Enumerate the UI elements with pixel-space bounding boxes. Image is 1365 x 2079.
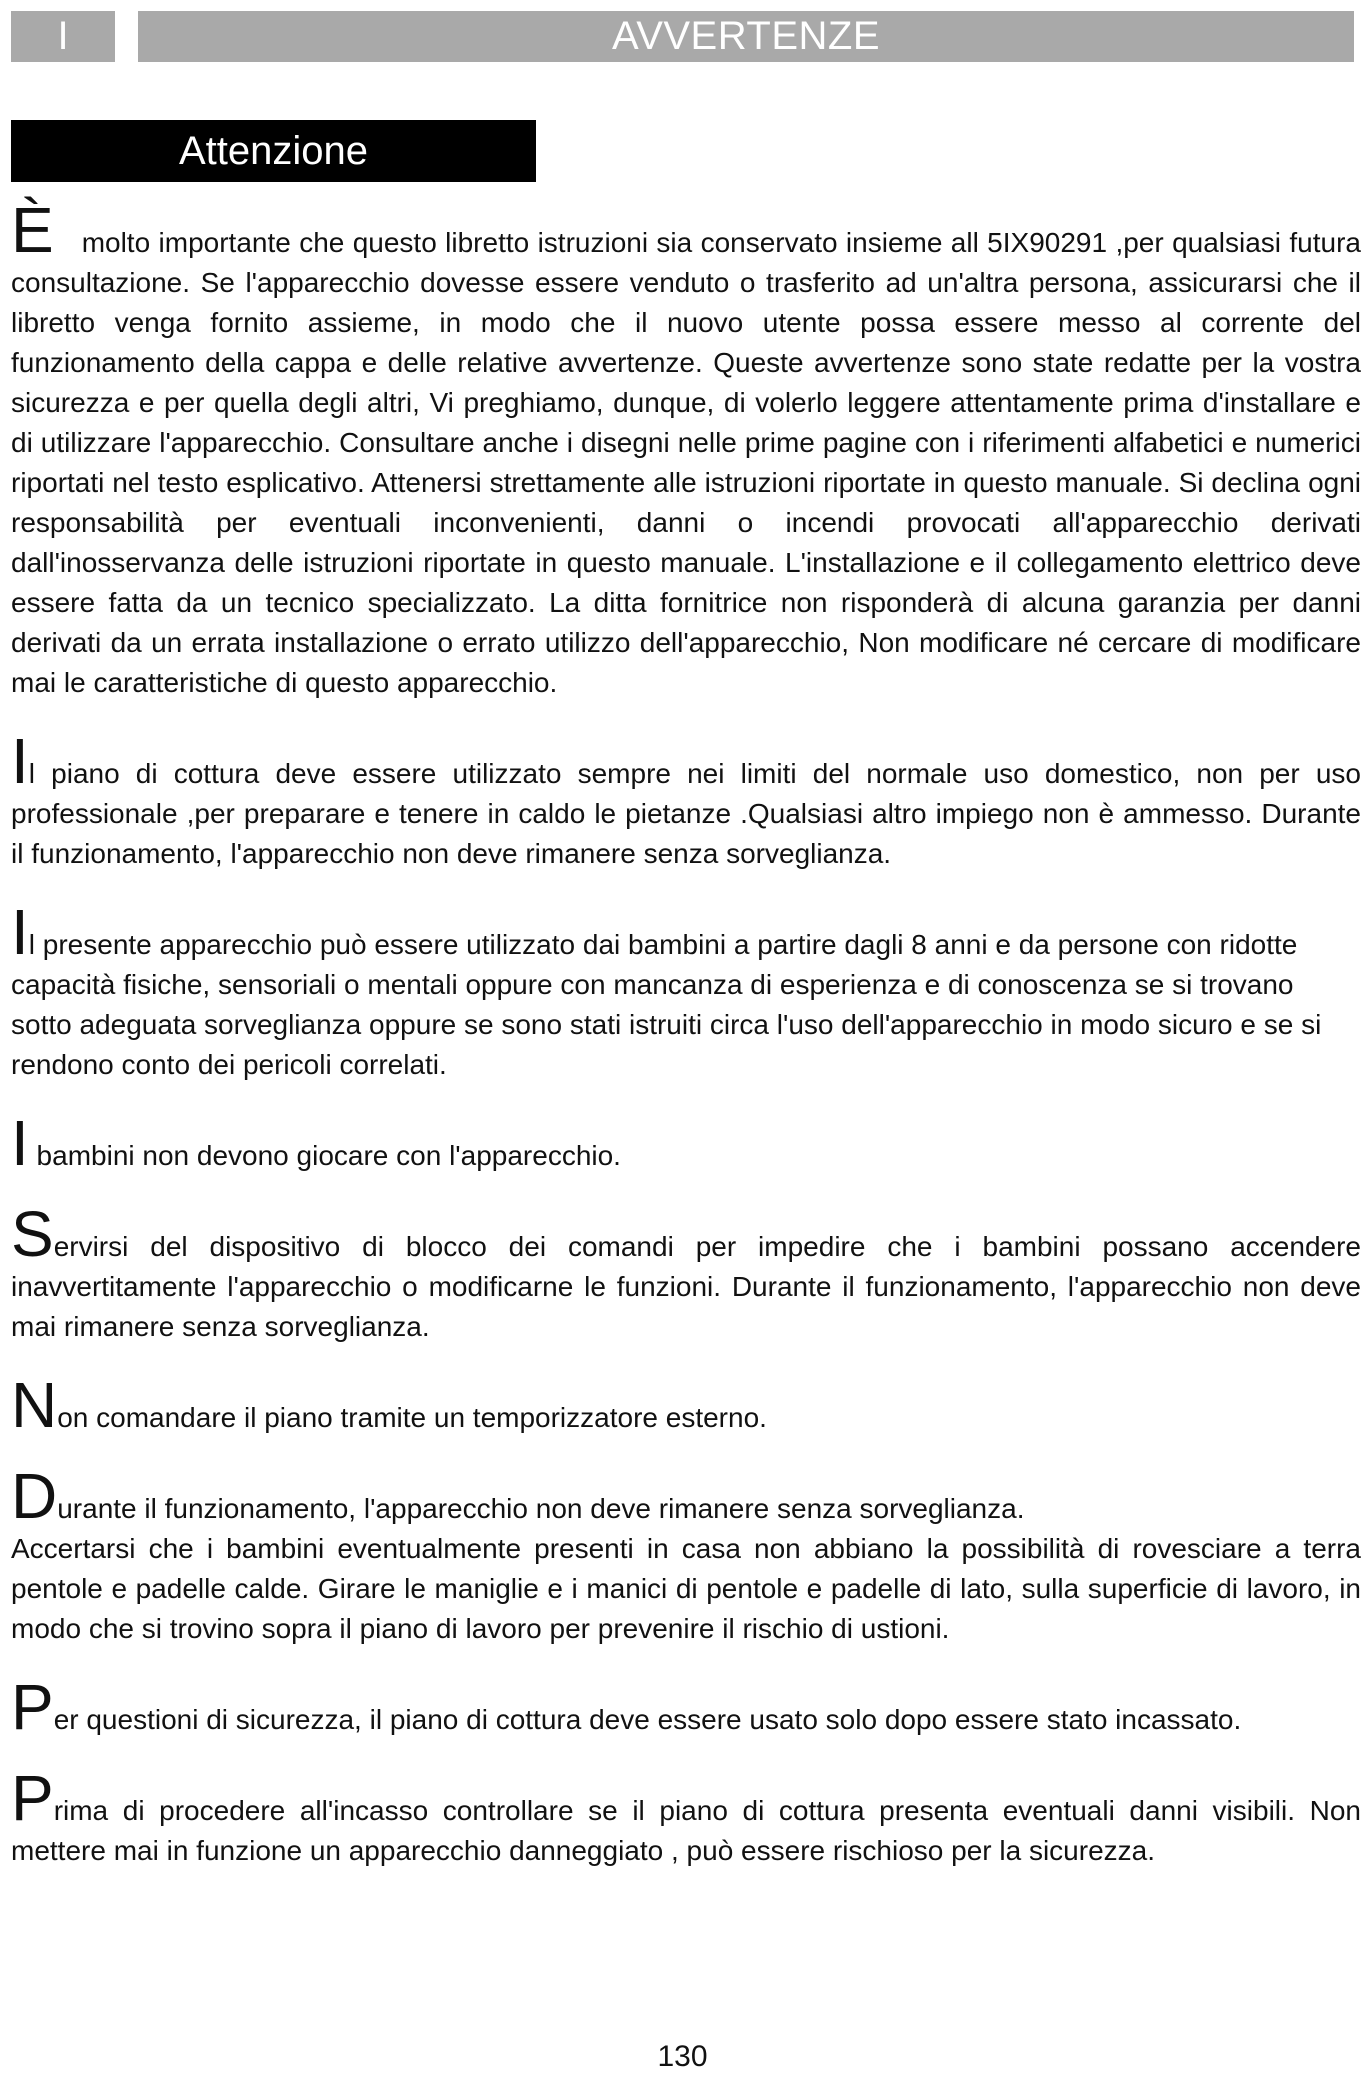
drop-cap: I <box>11 896 29 968</box>
paragraph-damage-check <box>11 1762 1361 1871</box>
paragraph-intro <box>11 194 1361 703</box>
paragraph-text: on comandare il piano tramite un temporizzatore esterno. <box>57 1402 767 1433</box>
paragraph-domestic-use <box>11 725 1361 874</box>
drop-cap: P <box>11 1671 54 1743</box>
paragraph-children-play <box>11 1107 1361 1179</box>
drop-cap: P <box>11 1762 54 1834</box>
drop-cap: I <box>11 725 29 797</box>
section-title: AVVERTENZE <box>138 11 1354 62</box>
drop-cap: I <box>11 1107 29 1179</box>
paragraph-text: l piano di cottura deve essere utilizzato sempre nei limiti del normale uso domestico, non per uso professionale ,per preparare e tenere in caldo le pietanze .Qualsiasi altro impiego non è ammesso. Durante il funzionamento, l'apparecchio non deve rimanere senza sorveglianza. <box>11 758 1361 869</box>
paragraph-supervision <box>11 1460 1361 1532</box>
heading-attenzione: Attenzione <box>11 120 536 182</box>
drop-cap: S <box>11 1198 54 1270</box>
page-number: 130 <box>657 2040 708 2073</box>
paragraph-text: molto importante che questo libretto istruzioni sia conservato insieme all 5IX90291 ,per qualsiasi futura consultazione. Se l'apparecchio dovesse essere venduto o trasferito ad un'altra persona, assicurarsi che il libretto venga fornito assieme, in modo che il nuovo utente possa essere messo al corrente del funzionamento della cappa e delle relative avvertenze. Queste avvertenze sono state redatte per la vostra sicurezza e per quella degli altri, Vi preghiamo, dunque, di volerlo leggere attentamente prima d'installare e di utilizzare l'apparecchio. Consultare anche i disegni nelle prime pagine con i riferimenti alfabetici e numerici riportati nel testo esplicativo. Attenersi strettamente alle istruzioni riportate in questo manuale. Si declina ogni responsabilità per eventuali inconvenienti, danni o incendi provocati all'apparecchio derivati dall'inosservanza delle istruzioni riportate in questo manuale. L'installazione e il collegamento elettrico deve essere fatta da un tecnico specializzato. La ditta fornitrice non risponderà di alcuna garanzia per danni derivati da un errata installazione o errato utilizzo dell'apparecchio, Non modificare né cercare di modificare mai le caratteristiche di questo apparecchio. <box>11 227 1361 698</box>
warnings-content <box>11 194 1361 1871</box>
paragraph-text: ervirsi del dispositivo di blocco dei comandi per impedire che i bambini possano accendere inavvertitamente l'apparecchio o modificarne le funzioni. Durante il funzionamento, l'apparecchio non deve mai rimanere senza sorveglianza. <box>11 1231 1361 1342</box>
paragraph-children-use <box>11 896 1361 1085</box>
drop-cap: N <box>11 1369 58 1441</box>
paragraph-text: urante il funzionamento, l'apparecchio non deve rimanere senza sorveglianza. <box>57 1493 1025 1524</box>
drop-cap: È <box>11 194 54 266</box>
paragraph-control-lock <box>11 1198 1361 1347</box>
paragraph-supervision-continued: Accertarsi che i bambini eventualmente presenti in casa non abbiano la possibilità di rovesciare a terra pentole e padelle calde. Girare le maniglie e i manici di pentole e padelle di lato, sulla superficie di lavoro, in modo che si trovino sopra il piano di lavoro per prevenire il rischio di ustioni. <box>11 1533 1361 1644</box>
paragraph-text: bambini non devono giocare con l'apparecchio. <box>28 1140 621 1171</box>
language-tab: I <box>11 11 115 62</box>
paragraph-text: rima di procedere all'incasso controllare se il piano di cottura presenta eventuali danni visibili. Non mettere mai in funzione un apparecchio danneggiato , può essere rischioso per la sicurezza. <box>11 1795 1361 1866</box>
paragraph-text: er questioni di sicurezza, il piano di cottura deve essere usato solo dopo essere stato incassato. <box>53 1704 1242 1735</box>
paragraph-installed-use <box>11 1671 1361 1743</box>
paragraph-text: l presente apparecchio può essere utilizzato dai bambini a partire dagli 8 anni e da persone con ridotte capacità fisiche, sensoriali o mentali oppure con mancanza di esperienza e di conoscenza se si trovano sotto adeguata sorveglianza oppure se sono stati istruiti circa l'uso dell'apparecchio in modo sicuro e se si rendono conto dei pericoli correlati. <box>11 929 1322 1080</box>
drop-cap: D <box>11 1460 58 1532</box>
paragraph-timer <box>11 1369 1361 1441</box>
